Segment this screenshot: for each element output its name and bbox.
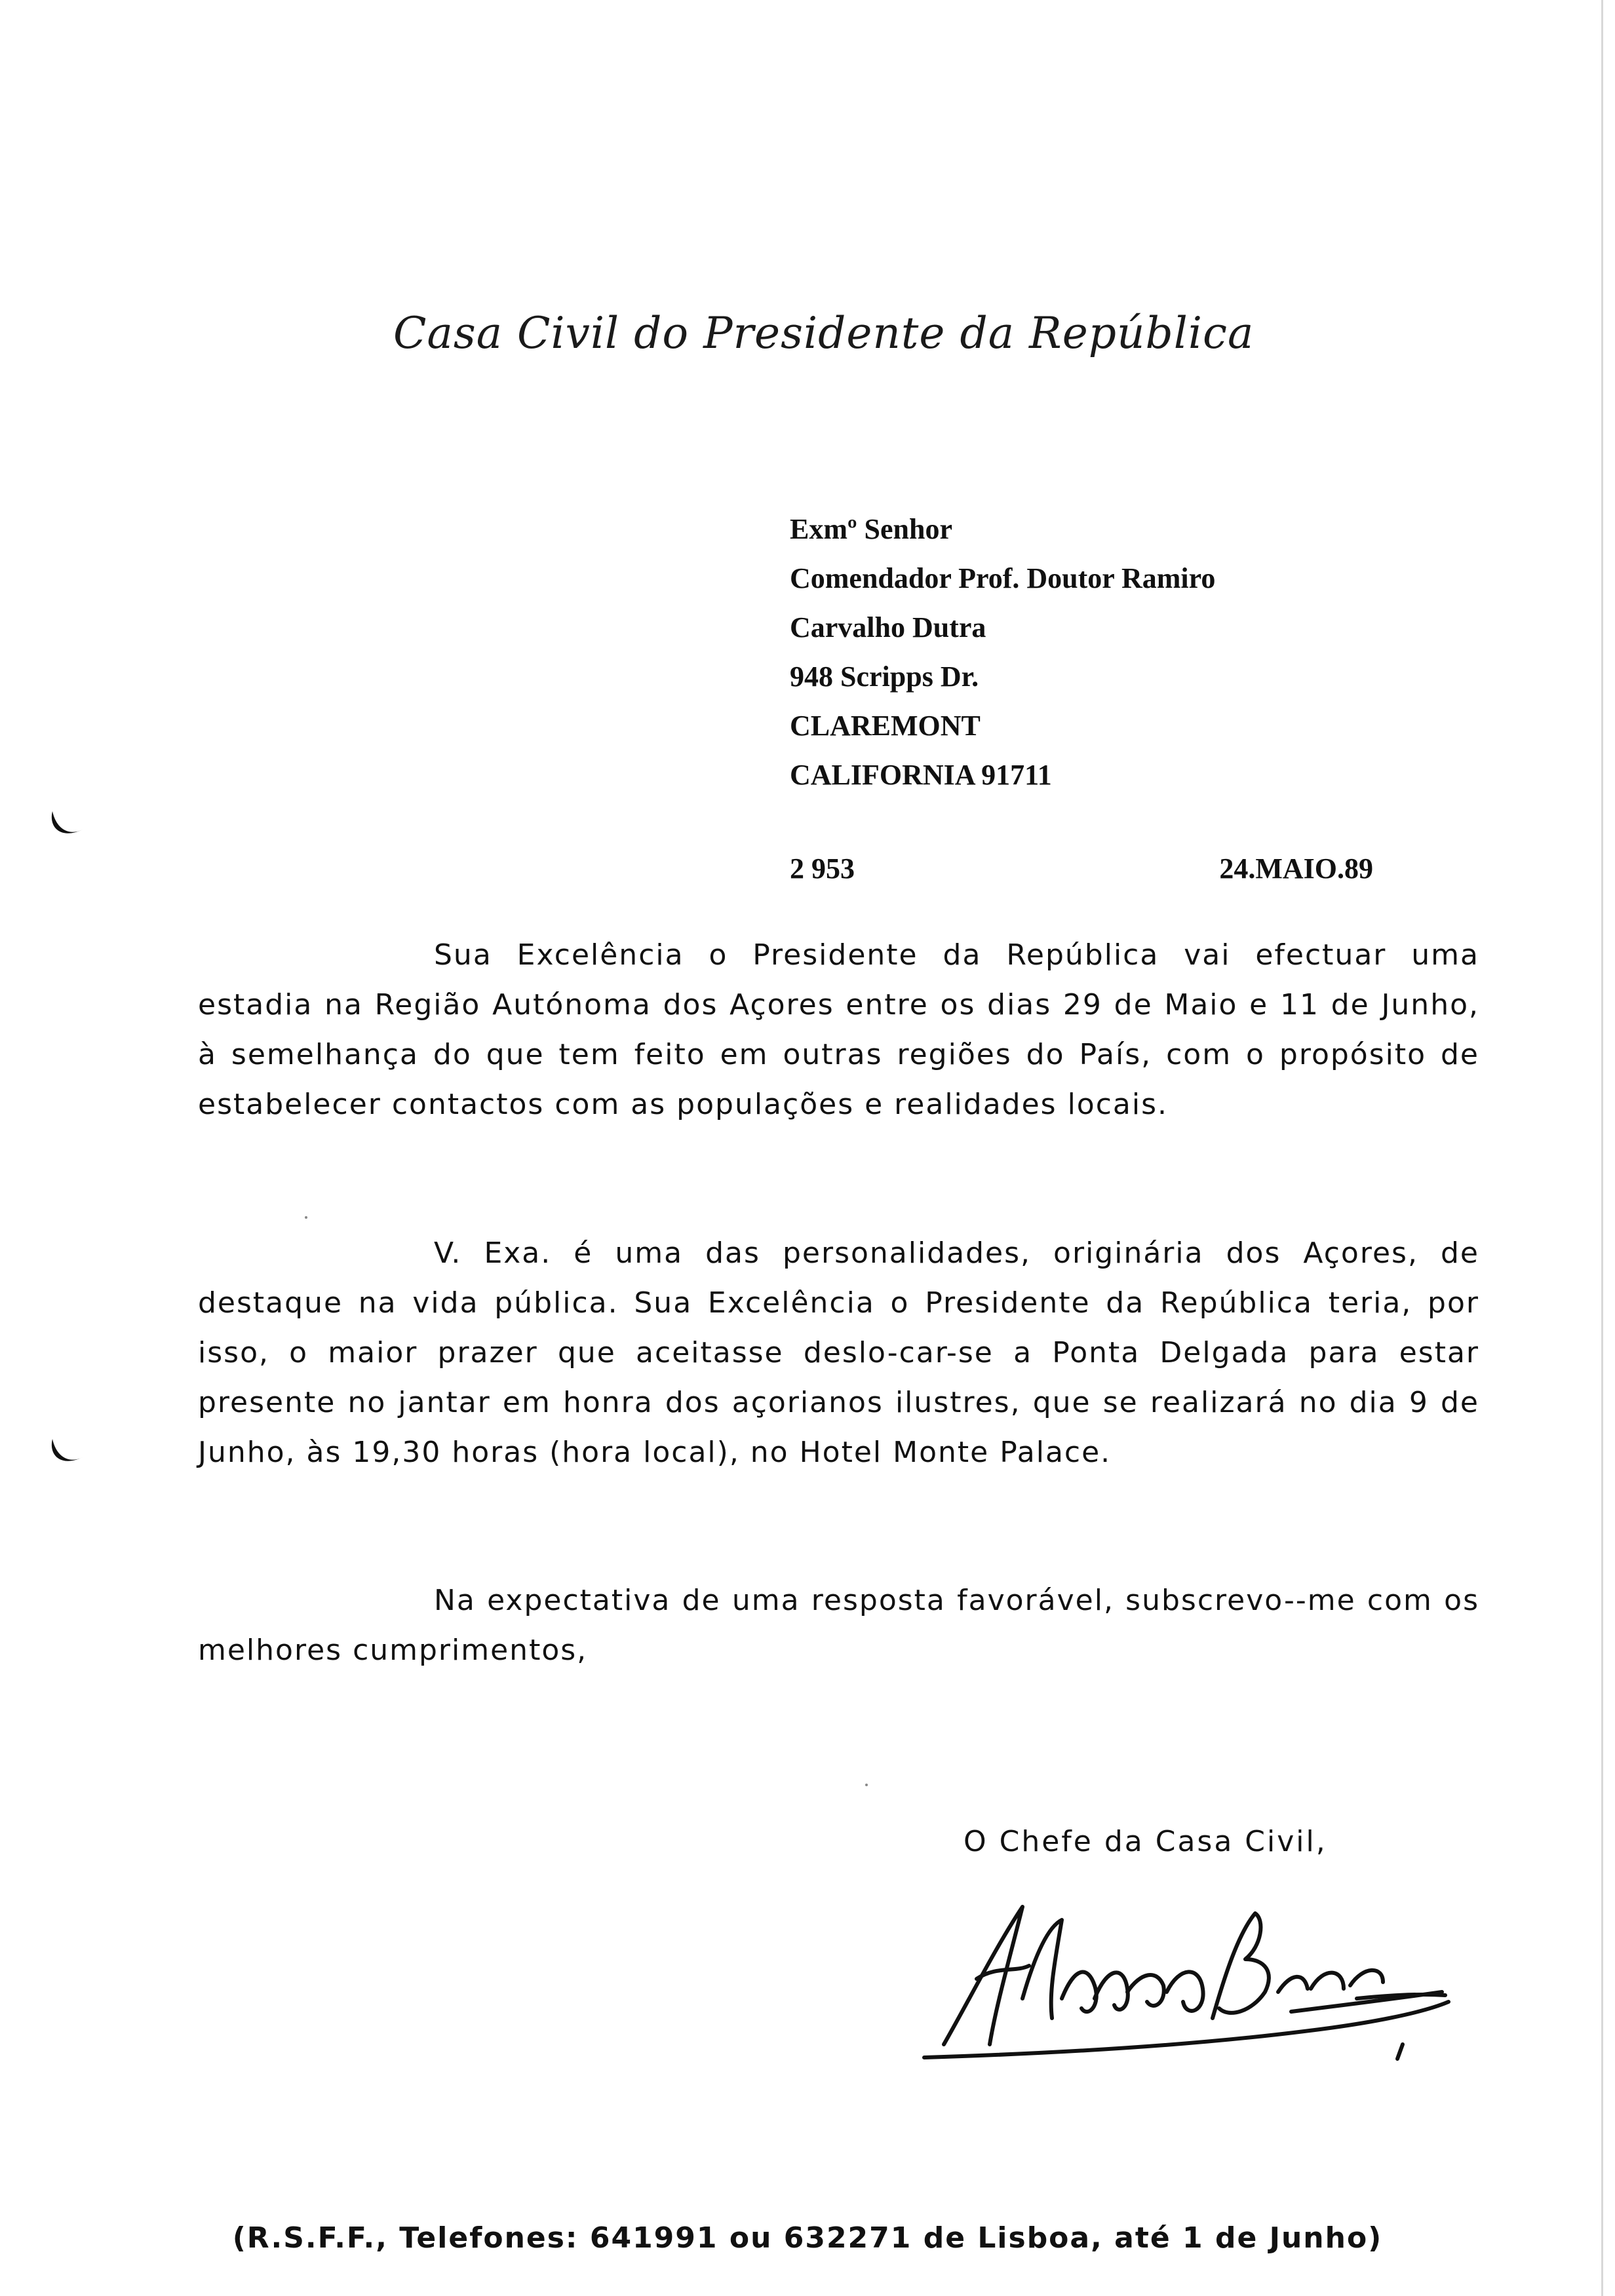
letterhead: Casa Civil do Presidente da República [393,308,1255,358]
recipient-salutation: Exmº Senhor [790,513,952,545]
recipient-name-line-1: Comendador Prof. Doutor Ramiro [790,562,1216,594]
signature-icon [898,1867,1462,2064]
recipient-state-zip: CALIFORNIA 91711 [790,759,1052,791]
body-paragraph-1: Sua Excelência o Presidente da República vai efectuar uma estadia na Região Autónoma dos Açores entre os dias 29 de Maio e 11 de Junho, à semelhança do que tem feito em outras regiões do País, com o propósito de estabelecer contactos com as populações e realidades locais. [198,938,1479,1121]
closing-title: O Chefe da Casa Civil, [963,1825,1327,1858]
recipient-street: 948 Scripps Dr. [790,660,979,693]
body-paragraph-2: V. Exa. é uma das personalidades, originária dos Açores, de destaque na vida pública. Sua Excelência o Presidente da República teria, por isso, o maior prazer que aceitasse deslo-car-se a Ponta Delgada para estar presente no jantar em honra dos açorianos ilustres, que se realizará no dia 9 de Junho, às 19,30 horas (hora local), no Hotel Monte Palace. [198,1236,1479,1469]
recipient-address [790,505,1215,799]
punch-hole-mark-icon [47,807,85,845]
recipient-name-line-2: Carvalho Dutra [790,611,986,643]
reference-number: 2 953 [790,852,855,885]
scan-speck [305,1216,307,1219]
recipient-city: CLAREMONT [790,710,981,742]
body-paragraph-3: Na expectativa de uma resposta favorável, subscrevo--me com os melhores cumprimentos, [198,1584,1479,1667]
scan-speck [865,1784,868,1786]
scan-edge-line [1601,0,1603,2296]
punch-hole-mark-icon [47,1435,85,1473]
letter-date: 24.MAIO.89 [1219,852,1373,885]
footer-note: (R.S.F.F., Telefones: 641991 ou 632271 de Lisboa, até 1 de Junho) [232,2221,1383,2255]
